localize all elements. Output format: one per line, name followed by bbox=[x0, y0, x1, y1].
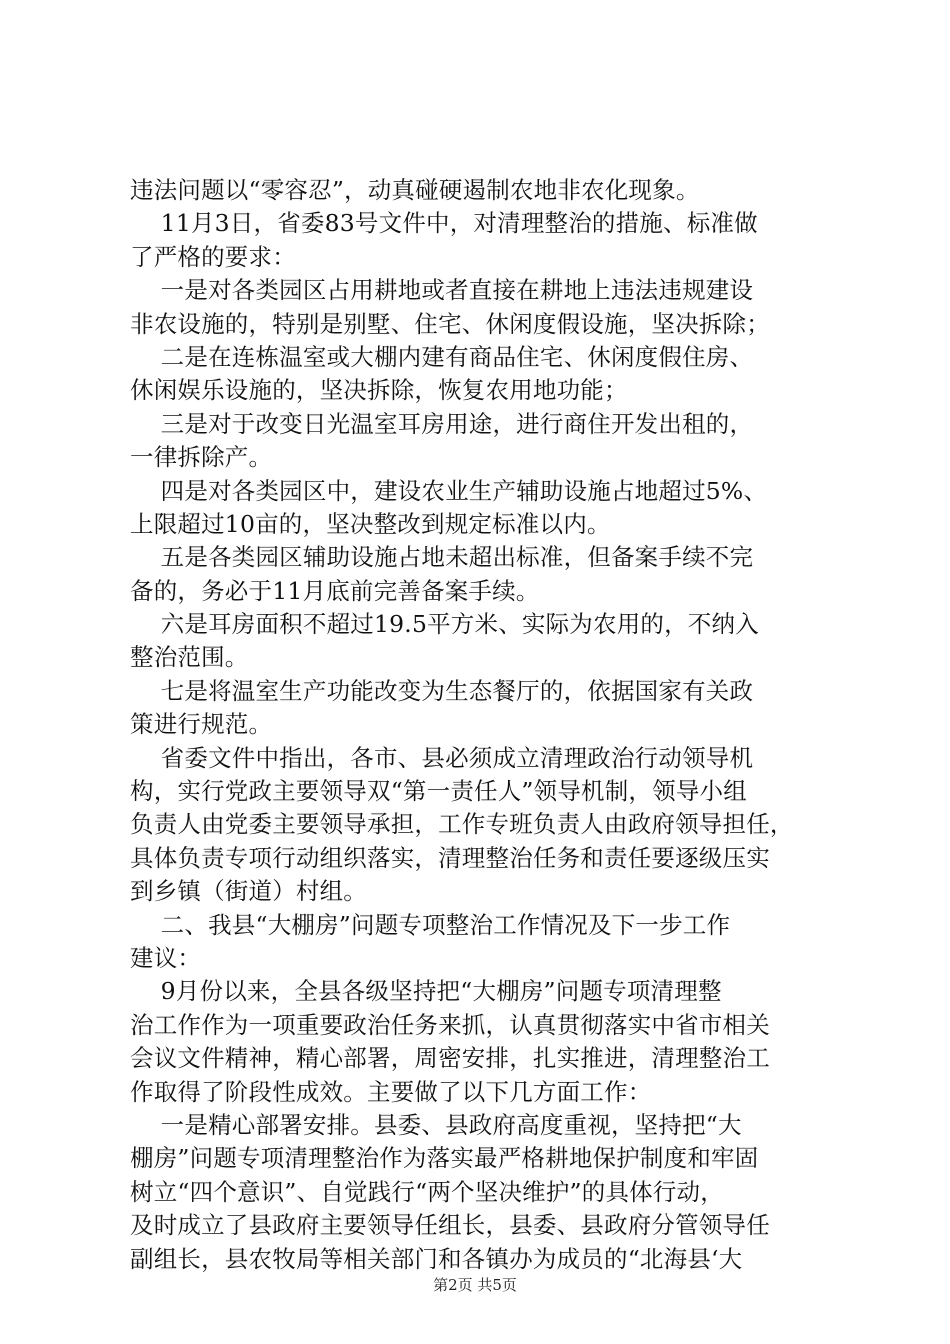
text-line: 树立“四个意识”、自觉践行“两个坚决维护”的具体行动， bbox=[130, 1177, 724, 1206]
text-line: 四是对各类园区中，建设农业生产辅助设施占地超过5%、 bbox=[130, 476, 768, 505]
text-line: 违法问题以“零容忍”，动真碰硬遏制农地非农化现象。 bbox=[130, 176, 700, 204]
text-line: 五是各类园区辅助设施占地未超出标准，但备案手续不完 bbox=[130, 543, 754, 572]
text-line: 一是精心部署安排。县委、县政府高度重视，坚持把“大 bbox=[130, 1110, 742, 1139]
text-line: 治工作作为一项重要政治任务来抓，认真贯彻落实中省市相关 bbox=[130, 1010, 770, 1039]
text-line: 整治范围。 bbox=[130, 643, 249, 672]
text-line: 负责人由党委主要领导承担，工作专班负责人由政府领导担任， bbox=[130, 810, 794, 839]
text-line: 到乡镇（街道）村组。 bbox=[130, 877, 367, 906]
text-line: 三是对于改变日光温室耳房用途，进行商住开发出租的， bbox=[130, 409, 754, 438]
text-line: 一律拆除产。 bbox=[130, 443, 273, 472]
text-line: 棚房”问题专项清理整治作为落实最严格耕地保护制度和牢固 bbox=[130, 1144, 759, 1173]
text-line: 备的，务必于11月底前完善备案手续。 bbox=[130, 576, 540, 605]
text-line: 休闲娱乐设施的，坚决拆除，恢复农用地功能； bbox=[130, 376, 628, 405]
text-line: 上限超过10亩的，坚决整改到规定标准以内。 bbox=[130, 509, 611, 538]
text-line: 非农设施的，特别是别墅、住宅、休闲度假设施，坚决拆除； bbox=[130, 309, 770, 338]
text-line: 了严格的要求： bbox=[130, 242, 296, 271]
text-line: 六是耳房面积不超过19.5平方米、实际为农用的，不纳入 bbox=[130, 610, 759, 639]
text-line: 七是将温室生产功能改变为生态餐厅的，依据国家有关政 bbox=[130, 676, 754, 705]
text-line: 省委文件中指出，各市、县必须成立清理政治行动领导机 bbox=[130, 743, 754, 772]
text-line: 二、我县“大棚房”问题专项整治工作情况及下一步工作 bbox=[130, 910, 731, 939]
text-line: 9月份以来，全县各级坚持把“大棚房”问题专项清理整 bbox=[130, 977, 722, 1006]
text-line: 策进行规范。 bbox=[130, 710, 273, 739]
text-line: 构，实行党政主要领导双“第一责任人”领导机制，领导小组 bbox=[130, 777, 747, 806]
text-line: 作取得了阶段性成效。主要做了以下几方面工作： bbox=[130, 1077, 652, 1106]
text-line: 会议文件精神，精心部署，周密安排，扎实推进，清理整治工 bbox=[130, 1044, 770, 1073]
text-line: 具体负责专项行动组织落实，清理整治任务和责任要逐级压实 bbox=[130, 843, 770, 872]
document-body bbox=[130, 174, 830, 1276]
page-number-footer: 第2页 共5页 bbox=[433, 1276, 517, 1294]
text-line: 及时成立了县政府主要领导任组长，县委、县政府分管领导任 bbox=[130, 1211, 770, 1240]
text-line: 11月3日，省委83号文件中，对清理整治的措施、标准做 bbox=[130, 209, 758, 238]
text-line: 副组长，县农牧局等相关部门和各镇办为成员的“北海县‘大 bbox=[130, 1244, 743, 1273]
text-line: 二是在连栋温室或大棚内建有商品住宅、休闲度假住房、 bbox=[130, 342, 754, 371]
text-line: 建议： bbox=[130, 943, 202, 972]
text-line: 一是对各类园区占用耕地或者直接在耕地上违法违规建设 bbox=[130, 276, 754, 305]
